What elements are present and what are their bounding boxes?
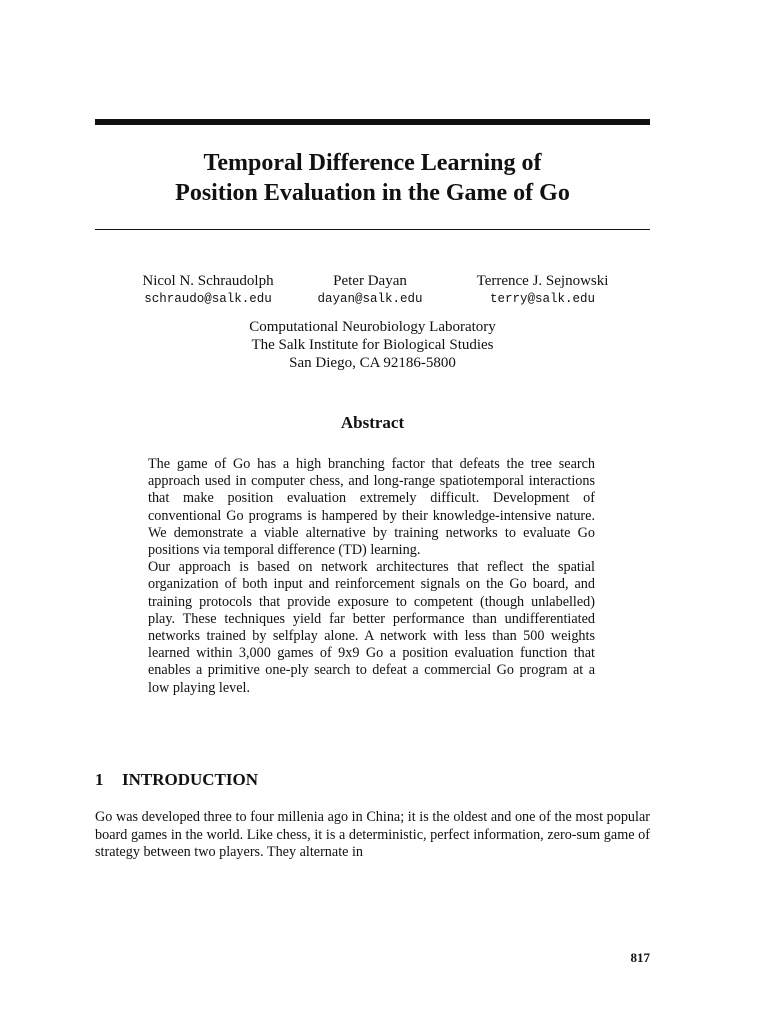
author-email: terry@salk.edu (489, 292, 596, 306)
title-line-2: Position Evaluation in the Game of Go (175, 180, 570, 206)
top-rule (95, 119, 650, 125)
introduction-body (95, 809, 650, 862)
abstract-paragraph-1: The game of Go has a high branching factor that defeats the tree search approach used in computer chess, and long-range spatiotemporal interactions that make position evaluation extremely difficult. Development of conventional Go programs is hampered by their knowledge-intensive nature. We demonstrate a viable alternative by training networks to evaluate Go positions via temporal difference (TD) learning. (148, 456, 595, 559)
author-name: Peter Dayan (333, 273, 407, 289)
author-dayan (300, 272, 440, 308)
author-name: Nicol N. Schraudolph (142, 273, 274, 289)
paper-title (95, 148, 650, 208)
page-number: 817 (630, 950, 650, 965)
author-sejnowski (450, 272, 635, 308)
abstract-heading: Abstract (340, 413, 405, 432)
abstract-body (148, 456, 595, 697)
section-heading (95, 770, 650, 790)
author-email: dayan@salk.edu (317, 292, 423, 306)
author-schraudolph (118, 272, 298, 308)
section-title: INTRODUCTION (122, 770, 259, 789)
affiliation (95, 318, 650, 372)
abstract-paragraph-2: Our approach is based on network architectures that reflect the spatial organization of both input and reinforcement signals on the Go board, and training protocols that provide exposure to competent (though unlabelled) play. These techniques yield far better performance than undifferentiated networks trained by selfplay alone. A network with less than 500 weights learned within 3,000 games of 9x9 Go a position evaluation function that enables a primitive one-ply search to defeat a commercial Go program at a low playing level. (148, 559, 595, 696)
affiliation-line-3: San Diego, CA 92186-5800 (289, 355, 456, 371)
title-line-1: Temporal Difference Learning of (203, 150, 542, 176)
section-number: 1 (95, 770, 104, 789)
introduction-paragraph: Go was developed three to four millenia ago in China; it is the oldest and one of the most popular board games in the world. Like chess, it is a deterministic, perfect information, zero-sum game of strategy between two players. They alternate in (95, 809, 650, 860)
author-name: Terrence J. Sejnowski (476, 273, 609, 289)
affiliation-line-1: Computational Neurobiology Laboratory (249, 319, 496, 335)
author-email: schraudo@salk.edu (144, 292, 272, 306)
affiliation-line-2: The Salk Institute for Biological Studies (251, 337, 494, 353)
title-rule (95, 229, 650, 230)
